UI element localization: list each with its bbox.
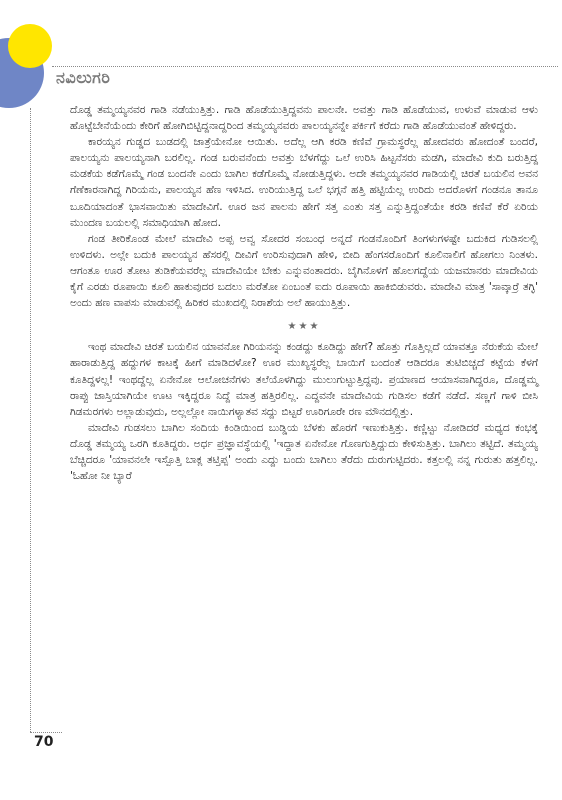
section-title: ನವಿಲುಗರಿ (56, 68, 111, 87)
header-rule (52, 66, 558, 67)
left-margin-rule (30, 108, 31, 732)
page-number: 70 (34, 734, 54, 750)
paragraph: ದೊಡ್ಡ ತಮ್ಮಯ್ಯನವರ ಗಾಡಿ ನಡೆಯುತ್ತಿತ್ತು. ಗಾಡಿ ಹೊಡೆಯುತ್ತಿದ್ದವನು ಪಾಲನೇ. ಅವತ್ತು ಗಾಡಿ ಹೊಡೆಯುವ, ಉಳುವೆ ಮಾಡುವ ಆಳು ಹೊಟ್ಟೆಬೇನೆಯೆಂದು ಕೇರಿಗೆ ಹೋಗಿಬಿಟ್ಟಿದ್ದನಾದ್ದರಿಂದ ತಮ್ಮಯ್ಯನವರು ಪಾಲಯ್ಯನನ್ನೇ ಪರ್ಕಿಗೆ ಕರೆದು ಗಾಡಿ ಹೊಡೆಯುವಂತೆ ಹೇಳಿದ್ದರು. (70, 104, 538, 133)
paragraph: ಕಾರಯ್ಯನ ಗುಡ್ಡದ ಬುಡದಲ್ಲಿ ಜಾತ್ರೆಯೇನೋ ಆಯಿತು. ಅದೆಲ್ಲ ಆಗಿ ಕರಡಿ ಕಣಿವೆ ಗ್ರಾಮಸ್ಥರೆಲ್ಲ ಹೋದವರು ಹೋದಂತೆ ಬಂದರೆ, ಪಾಲಯ್ಯನು ಪಾಲಯ್ಯನಾಗಿ ಬರಲಿಲ್ಲ. ಗಂಡ ಬರುವನೆಂದು ಅವತ್ತು ಬೆಳಗೆದ್ದು ಒಲೆ ಉರಿಸಿ ಹಿಟ್ಟನೆಸರು ಮಡಗಿ, ಮಾದೇವಿ ಕುದಿ ಬರುತ್ತಿದ್ದ ಮಡಕೆಯ ಕಡೆಗೊಮ್ಮೆ ಗಂಡ ಬಂದನೇ ಎಂದು ಬಾಗಿಲ ಕಡೆಗೊಮ್ಮೆ ನೋಡುತ್ತಿದ್ದಳು. ಅದೇ ತಮ್ಮಯ್ಯನವರ ಗಾಡಿಯಲ್ಲಿ ಚಿರತೆ ಬಯಲಿನ ಅವನ ಗೆಣೆಕಾರನಾಗಿದ್ದ ಗಿರಿಯನು, ಪಾಲಯ್ಯನ ಹೆಣ ಇಳಿಸಿದ. ಉರಿಯುತ್ತಿದ್ದ ಒಲೆ ಭಗ್ಗನೆ ಹತ್ತಿ ಹಟ್ಟಿಯೆಲ್ಲ ಉರಿದು ಅದರೊಳಗೆ ಗಂಡನೂ ತಾನೂ ಬೂದಿಯಾದಂತೆ ಭಾಸವಾಯಿತು ಮಾದೇವಿಗೆ. ಊರ ಜನ ಪಾಲನು ಹೇಗೆ ಸತ್ತ ಎಂತು ಸತ್ತ ಎನ್ನುತ್ತಿದ್ದಂತೆಯೇ ಕರಡಿ ಕಣಿವೆ ಕೆರೆ ಏರಿಯ ಮುಂದಣ ಬಯಲಲ್ಲಿ ಸಮಾಧಿಯಾಗಿ ಹೋದ. (70, 136, 538, 229)
body-text (70, 102, 538, 484)
paragraph: ಗಂಡ ತೀರಿಕೊಂಡ ಮೇಲೆ ಮಾದೇವಿ ಅಪ್ಪ ಅವ್ವ ಸೋದರ ಸಂಬಂಧ ಅನ್ನದೆ ಗಂಡನೊಂದಿಗೆ ತಿಂಗಳುಗಳಷ್ಟೇ ಬದುಕಿದ ಗುಡಿಸಲಲ್ಲಿ ಉಳಿದಳು. ಅಲ್ಲೇ ಬದುಕಿ ಪಾಲಯ್ಯನ ಹೆಸರಲ್ಲಿ ದೀವಿಗೆ ಉರಿಸುವುದಾಗಿ ಹೇಳಿ, ಬೀದಿ ಹೆಂಗಸರೊಂದಿಗೆ ಕೂಲಿನಾಲಿಗೆ ಹೋಗಲು ನಿಂತಳು. ಆಗಂತೂ ಊರ ತೋಟ ತುಡಿಕೆಯವರೆಲ್ಲ ಮಾದೇವಿಯೇ ಬೇಕು ಎನ್ನುವಂತಾದರು. ಬೈಗಿನೊಳಗೆ ಹೊಲಗದ್ದೆಯ ಯಜಮಾನರು ಮಾದೇವಿಯ ಕೈಗೆ ಎರಡು ರೂಪಾಯಿ ಕೂಲಿ ಹಾಕುವುದರ ಬದಲು ಮರೆತೋ ಏಂಬಂತೆ ಐದು ರೂಪಾಯಿ ಹಾಕಿಬಿಡುವರು. ಮಾದೇವಿ ಮಾತ್ರ 'ಸಾವ್ಕಾರ್ರೆ ತಗ್ಳಿ' ಅಂದು ಹಣ ವಾಪಸು ಮಾಡುವಲ್ಲಿ ಹಿರಿಕರ ಮುಖದಲ್ಲಿ ನಿರಾಶೆಯ ಅಲೆ ಹಾಯುತ್ತಿತ್ತು. (70, 232, 538, 310)
decorative-yellow-circle (8, 24, 52, 68)
paragraph: ಮಾದೇವಿ ಗುಡಸಲು ಬಾಗಿಲ ಸಂದಿಯ ಕಿಂಡಿಯಿಂದ ಬುಡ್ಡಿಯ ಬೆಳಕು ಹೊರಗೆ ಇಣುಕುತ್ತಿತ್ತು. ಕಣ್ಣಿಟ್ಟು ನೋಡಿದರೆ ಮಧ್ಯದ ಕಂಭಕ್ಕೆ ದೊಡ್ಡ ತಮ್ಮಯ್ಯ ಒರಗಿ ಕೂತಿದ್ದರು. ಅರ್ಧ ಪ್ರಜ್ಞಾವಸ್ಥೆಯಲ್ಲಿ 'ಇದ್ದಾತ ಏನೇನೋ ಗೊಣಗುತ್ತಿದ್ದುದು ಕೇಳಿಸುತ್ತಿತ್ತು. ಬಾಗಿಲು ತಟ್ಟಿದೆ. ತಮ್ಮಯ್ಯ ಬೆಚ್ಚಿದರೂ 'ಯಾವನಲೇ ಇಸ್ಪೊತ್ತಿ ಬಾಕ್ಲ ತಟ್ತಿಪ್ಪ' ಅಂದು ಎದ್ದು ಬಂದು ಬಾಗಿಲು ತೆರೆದು ದುರುಗುಟ್ಟಿದರು. ಕತ್ತಲಲ್ಲಿ ನನ್ನ ಗುರುತು ಹತ್ತಲಿಲ್ಲ. 'ಓಹೋ ನೀ ಬ್ಯಾರೆ (70, 421, 538, 483)
section-separator: ★★★ (287, 321, 321, 333)
paragraph: ಇಂಥ ಮಾದೇವಿ ಚಿರತೆ ಬಯಲಿನ ಯಾವನೋ ಗಿರಿಯನನ್ನು ಕಂಡದ್ದು ಕೂಡಿದ್ದು ಹೇಗೆ? ಹೊತ್ತು ಗೊತ್ತಿಲ್ಲದೆ ಯಾವತ್ತೂ ನೆರುಕೆಯ ಮೇಲೆ ಹಾರಾಡುತ್ತಿದ್ದ ಹದ್ದುಗಳ ಕಾಟಕ್ಕೆ ಹೀಗೆ ಮಾಡಿದಳೋ? ಊರ ಮುಖ್ಯಸ್ಥರೆಲ್ಲ ಬಾಯಿಗೆ ಬಂದಂತೆ ಆಡಿದರೂ ತುಟಿಬಿಚ್ಚದೆ ಕಟ್ಟೆಯ ಕೆಳಗೆ ಕೂತಿದ್ದಳಲ್ಲ! ಇಂಥದ್ದೆಲ್ಲ ಏನೇನೋ ಆಲೋಚನೆಗಳು ತಲೆಯೊಳಗಿದ್ದು ಮುಲುಗುಟ್ಟುತ್ತಿದ್ದವು. ಪ್ರಯಾಣದ ಆಯಾಸವಾಗಿದ್ದರೂ, ದೊಡ್ಡಮ್ಮ ರಾಪ್ಪು ಜಾಸ್ತಿಯಾಗಿಯೇ ಊಟ ಇಕ್ಕಿದ್ದರೂ ನಿದ್ದೆ ಮಾತ್ರ ಹತ್ತಿರಲಿಲ್ಲ. ಎದ್ದವನೇ ಮಾದೇವಿಯ ಗುಡಿಸಲ ಕಡೆಗೆ ನಡೆದೆ. ಸಣ್ಣಗೆ ಗಾಳಿ ಬೀಸಿ ಗಿಡಮರಗಳು ಅಲ್ಲಾಡುವುದು, ಅಲ್ಲಲ್ಲೋ ನಾಯಿಗಳ್ಯಾತವ ಸದ್ದು ಬಿಟ್ಟರೆ ಊರಿಗೂರೇ ರಣ ಮೌನದಲ್ಲಿತ್ತು. (70, 341, 538, 418)
footer-rule (30, 732, 62, 733)
